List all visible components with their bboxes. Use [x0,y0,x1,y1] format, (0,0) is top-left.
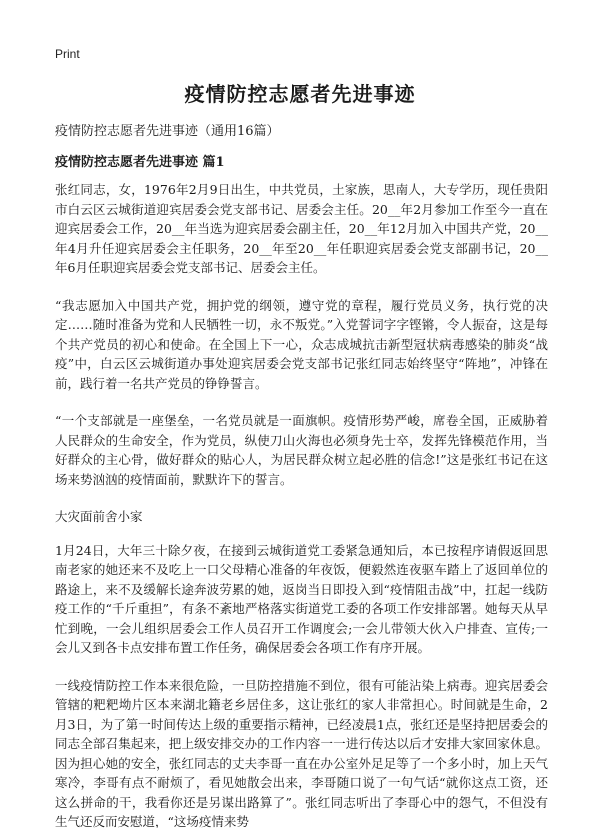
paragraph-new-year: 1月24日，大年三十除夕夜，在接到云城街道党工委紧急通知后，本已按程序请假返回思南老家的她还来不及吃上一口父母精心准备的年夜饭，便毅然连夜驱车踏上了返回单位的路途上，来不及缓解长途奔波劳累的她，返岗当日即投入到“疫情阻击战”中，扛起一线防疫工作的“千斤重担”，有条不紊地严格落实街道党工委的各项工作安排部署。她每天从早忙到晚，一会儿组织居委会工作人员召开工作调度会;一会儿带领大伙入户排查、宣传;一会儿又到各卡点安排布置工作任务，确保居委会各项工作有序开展。 [55,542,548,655]
paragraph-frontline: 一线疫情防控工作本来很危险，一旦防控措施不到位，很有可能沾染上病毒。迎宾居委会管辖的粑粑坳片区本来湖北籍老乡居住多，这让张红的家人非常担心。时间就是生命，2月3日，为了第一时间传达上级的重要指示精神，已经凌晨1点，张红还是坚持把居委会的同志全部召集起来，把上级安排交办的工作内容一一进行传达以后才安排大家回家休息。因为担心她的安全，张红同志的丈夫李哥一直在办公室外足足等了一个多小时，加上天气寒冷，李哥有点不耐烦了，看见她散会出来，李哥随口说了一句气话“就你这点工资，还这么拼命的干，我看你还是另谋出路算了”。张红同志听出了李哥心中的怨气，不但没有生气还反而安慰道，“这场疫情来势 [55,677,548,828]
page-title: 疫情防控志愿者先进事迹 [184,82,416,106]
article-body [55,180,548,828]
print-link[interactable]: Print [55,47,80,61]
paragraph-oath: “我志愿加入中国共产党，拥护党的纲领，遵守党的章程，履行党员义务，执行党的决定……随时准备为党和人民牺牲一切，永不叛党。”入党誓词字字铿锵，令人振奋，这是每个共产党员的初心和使命。在全国上下一心，众志成城抗击新型冠状病毒感染的肺炎“战疫”中，白云区云城街道办事处迎宾居委会党支部书记张红同志始终坚守“阵地”，冲锋在前，践行着一名共产党员的铮铮誓言。 [55,297,548,391]
paragraph-subheading: 大灾面前舍小家 [55,509,143,524]
document-subtitle: 疫情防控志愿者先进事迹（通用16篇） [55,124,280,139]
paragraph-fortress: “一个支部就是一座堡垒，一名党员就是一面旗帜。疫情形势严峻，席卷全国，正威胁着人民群众的生命安全，作为党员，纵使刀山火海也必须身先士卒，发挥先锋模范作用，当好群众的主心骨，做好群众的贴心人，为居民群众树立起必胜的信念!”这是张红书记在这场来势汹汹的疫情面前，默默许下的誓言。 [55,413,548,487]
section-heading: 疫情防控志愿者先进事迹 篇1 [55,155,225,170]
paragraph-profile: 张红同志，女，1976年2月9日出生，中共党员，土家族，思南人，大专学历，现任贵阳市白云区云城街道迎宾居委会党支部书记、居委会主任。20__年2月参加工作至今一直在迎宾居委会工作，20__年当选为迎宾居委会副主任，20__年12月加入中国共产党，20__年4月升任迎宾居委会主任职务，20__年至20__年任职迎宾居委会党支部副书记，20__年6月任职迎宾居委会党支部书记、居委会主任。 [55,182,548,275]
